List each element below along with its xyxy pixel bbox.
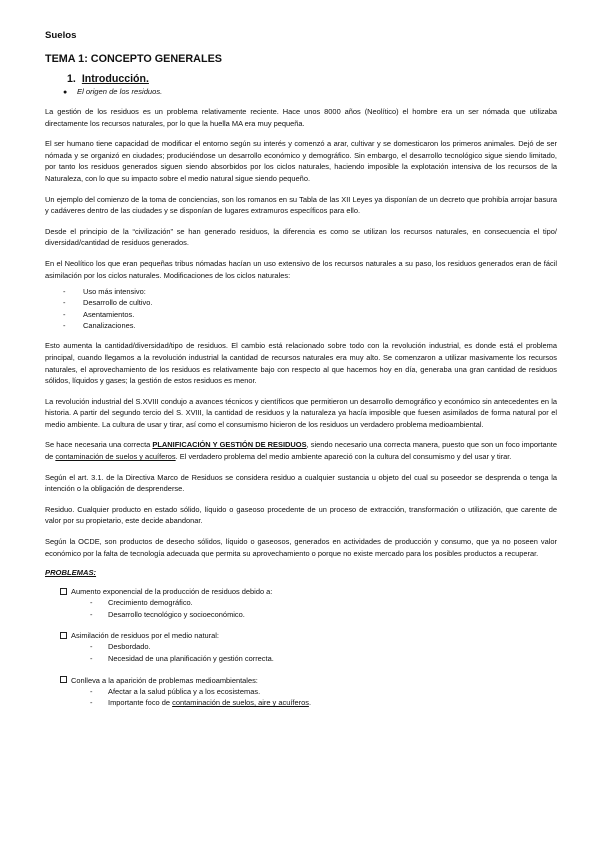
document-page xyxy=(45,30,557,719)
subject-title: Suelos xyxy=(45,30,77,41)
problem-sublist xyxy=(45,641,557,664)
list-item: - Importante foco de contaminación de suelos, aire y acuíferos. xyxy=(90,698,312,708)
list-item: - Necesidad de una planificación y gestión correcta. xyxy=(90,654,274,663)
dash-icon: - xyxy=(63,321,66,331)
emphasis-planning: PLANIFICACIÓN Y GESTIÓN DE RESIDUOS xyxy=(152,440,307,450)
dash-icon: - xyxy=(90,654,93,663)
list-item: - Uso más intensivo: xyxy=(63,287,146,297)
dash-icon: - xyxy=(63,287,66,297)
paragraph-5: En el Neolítico los que eran pequeñas tribus nómadas hacían un uso extensivo de los recursos naturales a su paso, los residuos generados eran de fácil asimilación por los ciclos naturales. Modificaciones de los ciclos naturales: xyxy=(45,258,557,280)
section-number: 1. xyxy=(67,73,76,85)
paragraph-1: La gestión de los residuos es un problema relativamente reciente. Hace unos 8000 años (Neolítico) el hombre era un ser nómada que utilizaba directamente los recursos naturales, por lo que la huella MA era muy pequeña. xyxy=(45,107,557,128)
dash-icon: - xyxy=(63,309,66,319)
dash-icon: - xyxy=(90,686,93,696)
list-item: - Crecimiento demográfico. xyxy=(90,598,193,608)
dash-icon: - xyxy=(90,598,93,608)
problem-head: Conlleva a la aparición de problemas medioambientales: xyxy=(60,675,557,686)
paragraph-11: Según la OCDE, son productos de desecho sólidos, líquido o gaseosos, generados en actividades de producción y consumo, que ya no poseen valor económico por la falta de tecnología adecuada que permita su aprovechamiento o porque no existe mercado para los posibles productos a recuperar. xyxy=(45,537,557,558)
checkbox-icon xyxy=(60,632,67,639)
paragraph-4: Desde el principio de la “civilización” se han generado residuos, la diferencia es como se utilizan los recursos naturales, en consecuencia el tipo/ diversidad/cantidad de residuos generados. xyxy=(45,226,557,248)
list-item: - Desarrollo tecnológico y socioeconómico. xyxy=(90,609,245,619)
list-item: - Desbordado. xyxy=(90,642,151,652)
paragraph-7: La revolución industrial del S.XVIII condujo a avances técnicos y científicos que permitieron un desarrollo demográfico y económico sin antecedentes en la historia. A partir del segundo tercio del S. XVIII, la cantidad de residuos y la naturaleza ya hacía imposible que fuesen asimilados de forma natural por el medio ambiente. La cultura de usar y tirar, así como el consumismo hicieron de los residuos un verdadero problema medioambiental. xyxy=(45,396,557,429)
chapter-title: TEMA 1: CONCEPTO GENERALES xyxy=(45,53,222,65)
paragraph-8: Se hace necesaria una correcta PLANIFICACIÓN Y GESTIÓN DE RESIDUOS, siendo necesario una correcta manera, puesto que son un foco importante de contaminación de suelos y acuíferos. El verdadero problema del medio ambiente apareció con la cultura del consumismo y del usar y tirar. xyxy=(45,440,557,462)
paragraph-3: Un ejemplo del comienzo de la toma de conciencias, son los romanos en su Tabla de las XII Leyes ya disponían de un decreto que prohibía arrojar basura y cadáveres dentro de las ciudades y se disponían de lugares extramuros específicos para ello. xyxy=(45,194,557,216)
section-title: Introducción. xyxy=(81,73,149,85)
emphasis-contamination-2: contaminación de suelos, aire y acuíferos xyxy=(172,698,309,708)
problem-head: Asimilación de residuos por el medio natural: xyxy=(60,630,557,641)
problem-sublist xyxy=(45,686,557,709)
list-item: - Afectar a la salud pública y a los ecosistemas. xyxy=(90,686,261,696)
paragraph-10: Residuo. Cualquier producto en estado sólido, líquido o gaseoso procedente de un proceso de extracción, transformación o utilización, que carente de valor por su propietario, este decide abandonar. xyxy=(45,504,557,526)
section-heading xyxy=(67,73,557,85)
subsection-bullet xyxy=(63,87,557,96)
problem-head: Aumento exponencial de la producción de residuos debido a: xyxy=(60,586,557,597)
dash-icon: - xyxy=(63,298,66,308)
problem-group xyxy=(45,630,557,664)
list-item: - Asentamientos. xyxy=(63,309,135,319)
problem-group xyxy=(45,675,557,709)
subsection-label: El origen de los residuos. xyxy=(77,87,163,96)
paragraph-9: Según el art. 3.1. de la Directiva Marco de Residuos se considera residuo a cualquier sustancia u objeto del cual su poseedor se desprenda o tenga la intención o la obligación de desprenderse. xyxy=(45,472,557,494)
bullet-icon: ● xyxy=(63,89,68,96)
emphasis-contamination: contaminación de suelos y acuíferos xyxy=(55,452,176,462)
paragraph-6: Esto aumenta la cantidad/diversidad/tipo de residuos. El cambio está relacionado sobre todo con la revolución industrial, es donde está el problema principal, cuando llegamos a la revolución industrial la cantidad de recursos naturales era muy alto. Se comenzaron a utilizar masivamente los recursos naturales, el aprovechamiento de los residuos es relativamente bajo con respecto al que hacemos hoy en día, generaba una gran cantidad de residuos sólidos, líquidos y gases; la gestión de estos residuos es menor. xyxy=(45,341,557,386)
checkbox-icon xyxy=(60,588,67,595)
modifications-list xyxy=(45,286,557,331)
problem-sublist xyxy=(45,597,557,620)
checkbox-icon xyxy=(60,676,67,683)
list-item: - Desarrollo de cultivo. xyxy=(63,298,153,308)
problems-heading: PROBLEMAS: xyxy=(45,568,97,578)
dash-icon: - xyxy=(90,609,93,619)
list-item: - Canalizaciones. xyxy=(63,321,136,331)
paragraph-2: El ser humano tiene capacidad de modificar el entorno según su interés y comenzó a arar, cultivar y se domesticaron los primeros animales. Dejó de ser nómada y se organizó en ciudades; produciéndose un desarrollo económico y demográfico. Sin embargo, el desarrollo tecnológico sigue siendo limitado, por tanto los residuos generados siguen siendo absorbidos por los ciclos naturales, haciendo imposible la explotación intensiva de los recursos de la Naturaleza, con lo que su impacto sobre el medio natural sigue siendo pequeño. xyxy=(45,139,557,183)
problem-group xyxy=(45,586,557,620)
dash-icon: - xyxy=(90,642,93,652)
dash-icon: - xyxy=(90,698,93,708)
